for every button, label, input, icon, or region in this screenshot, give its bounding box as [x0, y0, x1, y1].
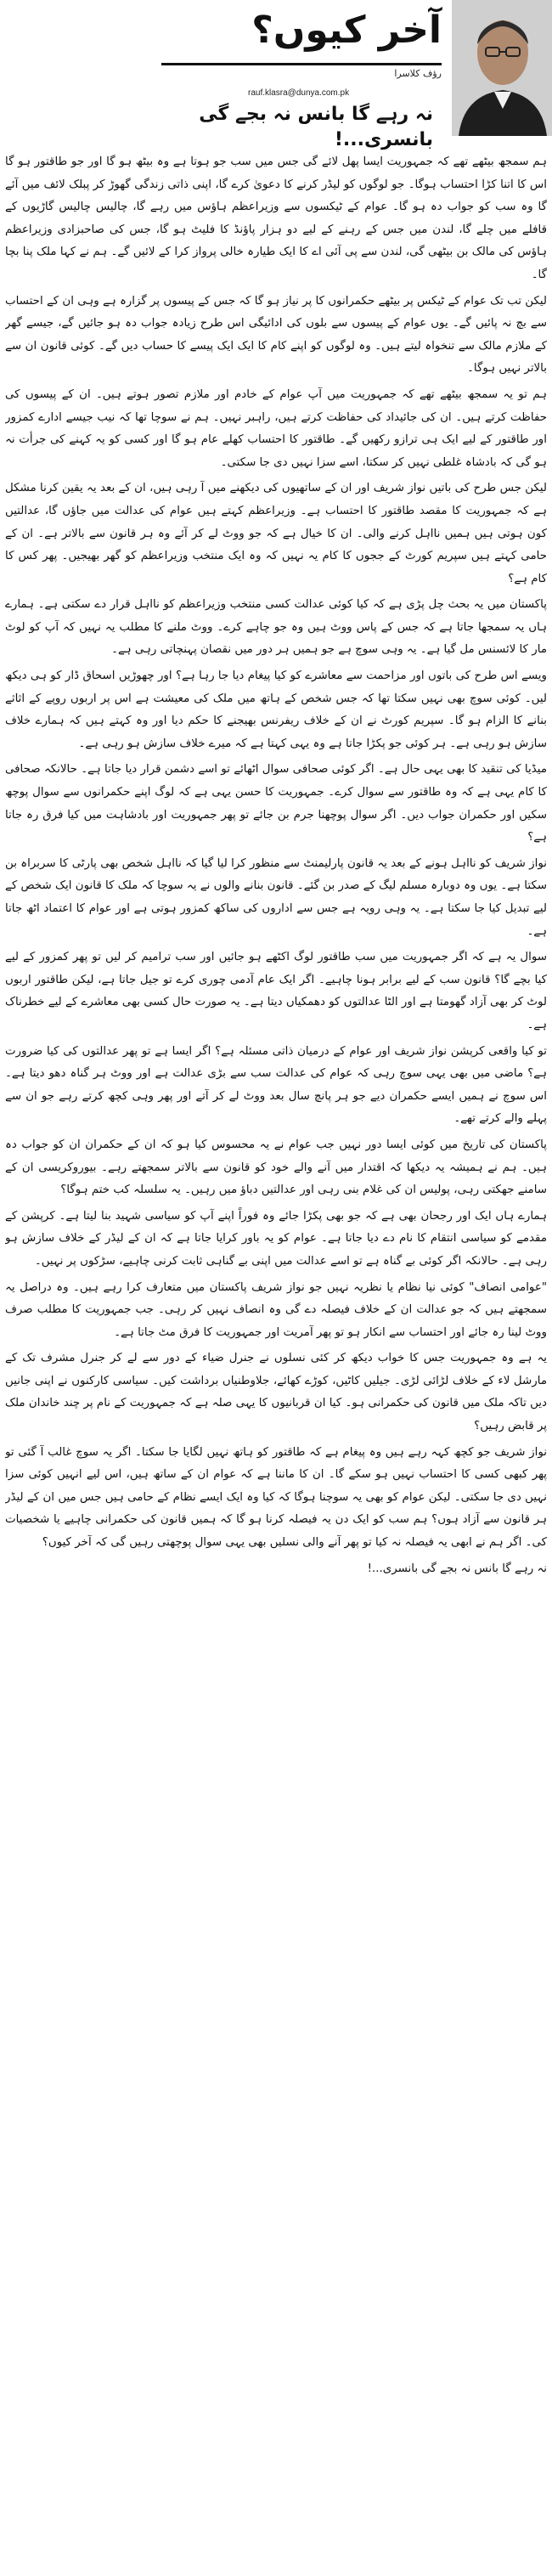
article-paragraph: پاکستان کی تاریخ میں کوئی ایسا دور نہیں جب عوام نے یہ محسوس کیا ہو کہ ان کے حکمران ان کو جواب دہ ہیں۔ ہم نے ہمیشہ یہ دیکھا کہ اقتدار میں آنے والے خود کو قانون سے بالاتر سمجھتے رہے۔ بیوروکریسی ان کے سامنے جھکتی رہی، پولیس ان کی غلام بنی رہی اور عدالتیں دباؤ میں رہیں۔ یہ سلسلہ کب ختم ہوگا؟ [5, 1138, 547, 1197]
article-paragraph: ہمارے ہاں ایک اور رجحان بھی ہے کہ جو بھی پکڑا جائے وہ فوراً اپنے آپ کو سیاسی شہید بنا لیتا ہے۔ کرپشن کے مقدمے کو سیاسی انتقام کا نام دے دیا جاتا ہے۔ عوام کو یہ باور کرایا جاتا ہے کہ ان کے لیڈر کے خلاف سازش ہو رہی ہے۔ حالانکہ اگر کوئی بے گناہ ہے تو اسے عدالت میں اپنی بے گناہی ثابت کرنی چاہیے، سڑکوں پر نہیں۔ [5, 1209, 547, 1268]
article-paragraph: ہم تو یہ سمجھ بیٹھے تھے کہ جمہوریت میں آپ عوام کے خادم اور ملازم تصور ہوتے ہیں۔ ان کے پیسوں کی حفاظت کرتے ہیں۔ ان کی جائیداد کی حفاظت کرتے ہیں، راہبر نہیں۔ ہم نے سوچا تھا کہ نیب جیسے ادارے کمزور اور طاقتور کے لیے ایک ہی ترازو رکھیں گے۔ طاقتور کا احتساب کھلے عام ہو گا اور کسی کو یہ کہنے کی جرأت نہ ہو گی کہ بادشاہ غلطی نہیں کر سکتا، اسے سزا نہیں دی جا سکتی۔ [5, 387, 547, 469]
column-header [0, 0, 552, 151]
closing-line: نہ رہے گا بانس نہ بجے گی بانسری...! [367, 1562, 547, 1575]
article-paragraph: لیکن جس طرح کی باتیں نواز شریف اور ان کے ساتھیوں کی دیکھنے میں آ رہی ہیں، ان کے بعد یہ یقین کرنا مشکل ہے کہ جمہوریت کا مقصد طاقتور کا احتساب ہے۔ وزیراعظم کہتے ہیں عوام کی عدالت میں جاؤں گا، عدالتیں کون ہوتی ہیں ہمیں نااہل کرنے والی۔ ان کا خیال ہے کہ جو ووٹ لے کر آئے وہ ہر قانون سے بالاتر ہے۔ ان کے حامی کہتے ہیں سپریم کورٹ کے ججوں کا کام یہ نہیں کہ وہ ایک منتخب وزیراعظم کو گھر بھیجیں۔ پھر کس کا کام ہے؟ [5, 482, 547, 585]
title-divider [161, 63, 442, 65]
article-body [5, 151, 547, 2571]
article-paragraph: سوال یہ ہے کہ اگر جمہوریت میں سب طاقتور لوگ اکٹھے ہو جائیں اور سب ترامیم کر لیں تو پھر کمزور کے لیے کیا بچے گا؟ قانون سب کے لیے برابر ہونا چاہیے۔ اگر ایک عام آدمی چوری کرے تو جیل جاتا ہے، لیکن طاقتور اربوں لوٹ کر بھی آزاد گھومتا ہے اور الٹا عدالتوں کو دھمکیاں دیتا ہے۔ یہ صورت حال کسی بھی معاشرے کے لیے خطرناک ہے۔ [5, 951, 547, 1031]
article-paragraph: ہم سمجھ بیٹھے تھے کہ جمہوریت ایسا پھل لائے گی جس میں سب جو ہوتا ہے وہ بیٹھ ہو گا اور جو طاقتور ہو گا اس کا اتنا کڑا احتساب ہوگا۔ جو لوگوں کو لیڈر کرنے کا دعویٰ کرے گا، اپنی ذاتی زندگی گھوڑ کر پبلک لائف میں آئے گا وہ سب کو جواب دہ ہو گا۔ عوام کے ٹیکسوں سے وزیراعظم ہاؤس میں رہے گا، چالیس چالیس گاڑیوں کے قافلے میں چلے گا، لندن میں جس کے رہنے کے لیے دو ہزار پاؤنڈ کا فلیٹ ہو گا، جس کی صاحبزادی وزیراعظم ہاؤس کی مالک بن بیٹھی گی، لندن سے پی آئی اے کا ایک طیارہ خالی پرواز کرا کے لائیں گے۔ ہم نے کہا ملک پنا بچا گا۔ [5, 155, 547, 281]
author-email: rauf.klasra@dunya.com.pk [248, 88, 350, 98]
article-paragraph: "عوامی انصاف" کوئی نیا نظام یا نظریہ نہیں جو نواز شریف پاکستان میں متعارف کرا رہے ہیں۔ وہ دراصل یہ سمجھتے ہیں کہ جو عدالت ان کے خلاف فیصلہ دے گی وہ انصاف نہیں کر رہی۔ جب جمہوریت کا مطلب صرف ووٹ لینا رہ جائے اور احتساب سے انکار ہو تو پھر آمریت اور جمہوریت کا فرق مٹ جاتا ہے۔ [5, 1280, 547, 1339]
author-portrait-icon [452, 0, 552, 136]
article-paragraph: ویسے اس طرح کی باتوں اور مزاحمت سے معاشرے کو کیا پیغام دیا جا رہا ہے؟ اور چھوڑیں اسحاق ڈار کو ہی دیکھ لیں۔ کوئی سوچ بھی نہیں سکتا تھا کہ جس شخص کے ہاتھ میں ملک کی معیشت ہے اس پر اربوں روپے کے اثاثے بنانے کا الزام ہو گا۔ سپریم کورٹ نے ان کے خلاف ریفرنس بھیجنے کا حکم دیا اور وہ کہتے ہیں کہ ہمارے خلاف سازش ہو رہی ہے۔ ہر کوئی جو پکڑا جاتا ہے وہ یہی کہتا ہے کہ میرے خلاف سازش ہو رہی ہے۔ [5, 669, 547, 750]
article-paragraph: نواز شریف جو کچھ کہہ رہے ہیں وہ پیغام ہے کہ طاقتور کو ہاتھ نہیں لگایا جا سکتا۔ اگر یہ سوچ غالب آ گئی تو پھر کبھی کسی کا احتساب نہیں ہو سکے گا۔ ان کا ماننا ہے کہ عوام ان کے ساتھ ہیں، اس لیے انہیں کوئی سزا نہیں دی جا سکتی۔ لیکن عوام کو بھی یہ سوچنا ہوگا کہ کیا وہ ایک ایسے نظام کے حامی ہیں جس میں ان کے لیڈر ہر قانون سے آزاد ہوں؟ ہم سب کو ایک دن یہ فیصلہ کرنا ہو گا کہ ہمیں قانون کی حکمرانی چاہیے یا شخصیات کی۔ اگر ہم نے ابھی یہ فیصلہ نہ کیا تو پھر آنے والی نسلیں بھی یہی سوال پوچھتی رہیں گی کہ آخر کیوں؟ [5, 1445, 547, 1550]
article-paragraph: پاکستان میں یہ بحث چل پڑی ہے کہ کیا کوئی عدالت کسی منتخب وزیراعظم کو نااہل قرار دے سکتی ہے۔ ہمارے ہاں یہ سمجھا جاتا ہے کہ جس کے پاس ووٹ ہیں وہ جو چاہے کرے۔ ووٹ ملنے کا مطلب یہ نہیں کہ آپ کو لوٹ مار کا لائسنس مل گیا ہے۔ یہ وہی سوچ ہے جو ہمیں ہر دور میں نقصان پہنچاتی رہی ہے۔ [5, 598, 547, 657]
article-paragraph: یہ ہے وہ جمہوریت جس کا خواب دیکھ کر کئی نسلوں نے جنرل ضیاء کے دور سے لے کر جنرل مشرف تک کے مارشل لاء کے خلاف لڑائی لڑی۔ جیلیں کاٹیں، کوڑے کھائے، جلاوطنیاں برداشت کیں۔ سیاسی کارکنوں نے اپنی جانیں دیں تاکہ ملک میں قانون کی حکمرانی ہو۔ کیا ان قربانیوں کا یہی صلہ ہے کہ جمہوریت کے نام پر چند خاندان ملک پر قابض رہیں؟ [5, 1352, 547, 1433]
article-paragraph: نواز شریف کو نااہل ہونے کے بعد یہ قانون پارلیمنٹ سے منظور کرا لیا گیا کہ نااہل شخص بھی پارٹی کا سربراہ بن سکتا ہے۔ یوں وہ دوبارہ مسلم لیگ کے صدر بن گئے۔ قانون بنانے والوں نے یہ سوچا کہ ملک کا قانون ایک شخص کے لیے تبدیل کیا جا سکتا ہے۔ یہ وہی رویہ ہے جس سے اداروں کی ساکھ کمزور ہوتی ہے اور عوام کا اعتماد اٹھ جاتا ہے۔ [5, 856, 547, 938]
column-title-block [161, 7, 442, 58]
article-paragraph: لیکن تب تک عوام کے ٹیکس پر بیٹھے حکمرانوں کا پر نیاز ہو گا کہ جس کے پیسوں پر گزارہ ہے وہی ان کے احتساب سے بچ نہ پائیں گے۔ یوں عوام کے پیسوں سے بلوں کی ادائیگی اس طرح زیادہ جواب دہ ہو جائیں گے، جیسے گھر کے ملازم مالک سے تنخواہ لیتے ہیں۔ وہ لوگوں کو اپنے کام کا ایک ایک پیسے کا حساب دیں گے۔ کوئی قانون ان سے بالاتر نہیں ہوگا۔ [5, 294, 547, 376]
article-paragraph: میڈیا کی تنقید کا بھی یہی حال ہے۔ اگر کوئی صحافی سوال اٹھائے تو اسے دشمن قرار دیا جاتا ہے۔ حالانکہ صحافی کا کام یہی ہے کہ وہ طاقتور سے سوال کرے۔ جمہوریت کا حسن یہی ہے کہ لوگ اپنے حکمرانوں سے سوال پوچھ سکیں اور حکمران جواب دیں۔ اگر سوال پوچھنا جرم بن جائے تو پھر جمہوریت اور بادشاہت میں کیا فرق رہ جاتا ہے؟ [5, 763, 547, 845]
author-name: رؤف کلاسرا [394, 68, 442, 79]
author-photo [452, 0, 552, 136]
column-headline: نہ رہے گا بانس نہ بجے گی بانسری...! [199, 104, 433, 150]
column-title: آخر کیوں؟ [251, 8, 442, 52]
article-paragraph: تو کیا واقعی کرپشن نواز شریف اور عوام کے درمیان ذاتی مسئلہ ہے؟ اگر ایسا ہے تو پھر عدالتوں کی کیا ضرورت ہے؟ ماضی میں بھی یہی سوچ رہی کہ عوام کی عدالت سب سے بڑی عدالت ہے اور ووٹ ہر گناہ دھو دیتا ہے۔ اس سوچ نے ہمیں ایسے حکمران دیے جو ہر پانچ سال بعد ووٹ لے کر آتے اور پھر وہی کچھ کرتے رہے جو ان سے پہلے والے کرتے تھے۔ [5, 1044, 547, 1126]
